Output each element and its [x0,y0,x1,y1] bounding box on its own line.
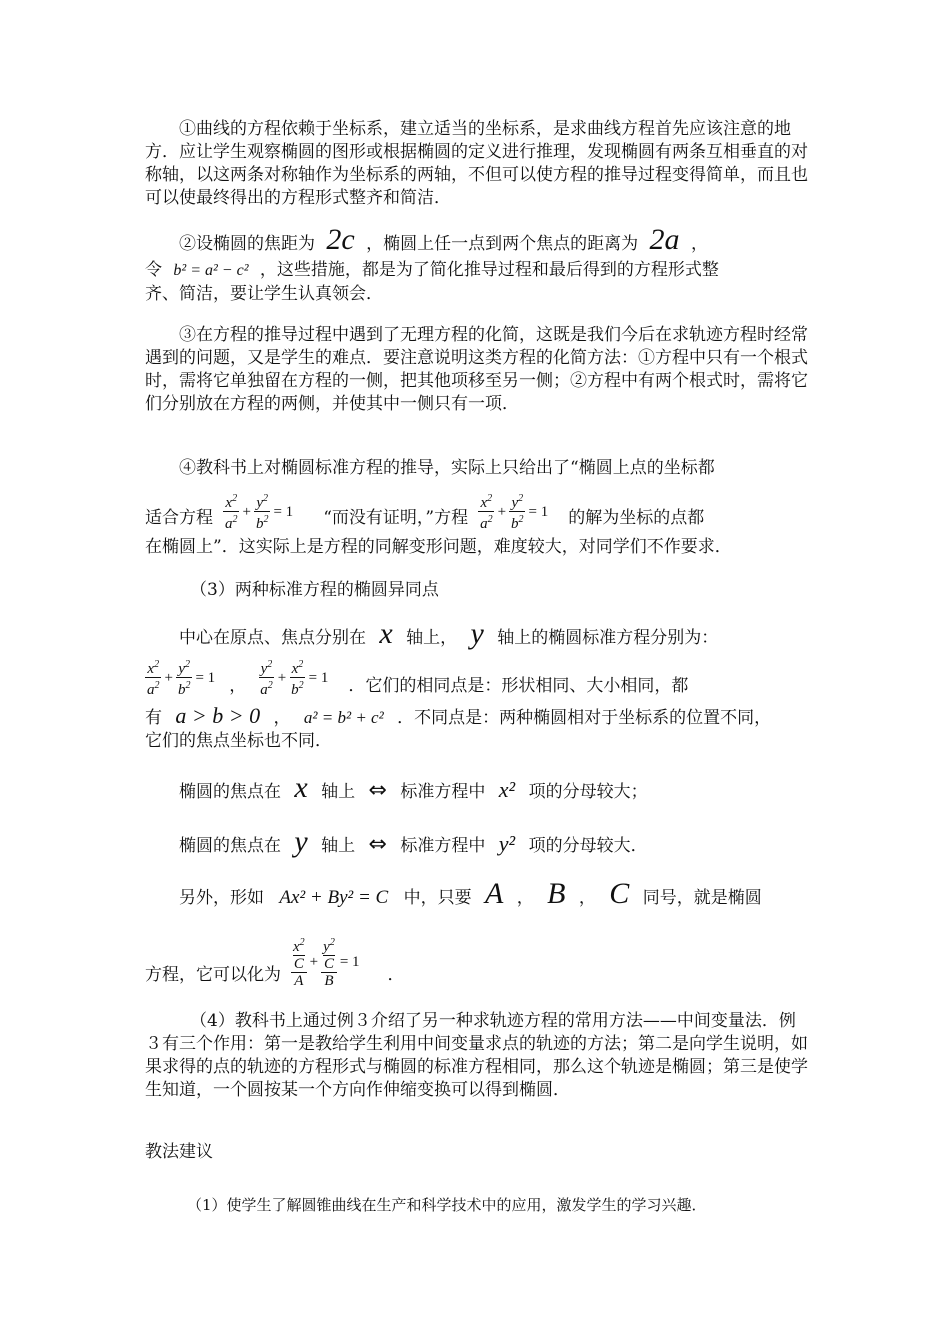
text: 轴上 [321,782,356,802]
text: ， [578,888,596,908]
general-equation: Ax² + By² = C [279,887,389,908]
text: 令 [145,260,162,280]
var-y: y [470,617,484,650]
text: 椭圆的焦点在 [179,782,281,802]
fraction: $\frac{x^2}{a^2}$ [147,659,160,698]
fraction: $\frac{x^2}{a^2}$ [480,493,493,532]
ellipse-equation-x: $\frac{x^2}{a^2}$ + $\frac{y^2}{b^2}$ = 1 [147,659,216,698]
text: “而没有证明，”方程 [323,508,469,528]
normalized-equation: $x^2$ C A + $y^2$ C B = 1 [293,937,360,989]
var-x: x [379,617,393,650]
condition-2: a² = b² + c² [303,708,384,727]
text: ， [229,676,247,696]
text: 轴上的椭圆标准方程分别为： [497,628,719,648]
coef-A: A [485,877,504,910]
text: 项的分母较大； [528,782,648,802]
paragraph-7: （4）教科书上通过例３介绍了另一种求轨迹方程的常用方法——中间变量法．例３有三个作用：第一是教给学生利用中间变量求点的轨迹的方法；第二是向学生说明，如果求得的点的轨迹的方程形式与椭圆的标准方程相同，那么这个轨迹是椭圆；第三是使学生知道，一个圆按某一个方向作伸缩变换可以得到椭圆． [145,1011,808,1100]
fraction: $\frac{x^2}{b^2}$ [291,659,304,698]
text: 标准方程中 [400,782,486,802]
text: 中，只要 [403,888,472,908]
text: ．不同点是：两种椭圆相对于坐标系的位置不同， [397,708,772,728]
fraction: $\frac{x^2}{a^2}$ [225,493,238,532]
paragraph-5-line-4: 它们的焦点坐标也不同． [145,731,332,751]
focus-y-rule [179,825,648,858]
compound-fraction: $y^2$ C B [323,937,335,989]
paragraph-2-line-3: 齐、简洁，要让学生认真领会． [145,284,383,304]
section-heading-3: （3）两种标准方程的椭圆异同点 [190,580,439,600]
text: ．它们的相同点是：形状相同、大小相同，都 [348,676,689,696]
text: 项的分母较大． [528,836,648,856]
var-y: y [294,825,308,858]
text: 的解为坐标的点都 [568,508,705,528]
fraction: $\frac{y^2}{b^2}$ [177,659,191,698]
text: ②设椭圆的焦距为 [179,234,315,254]
paragraph-4-line-3: 在椭圆上”．这实际上是方程的同解变形问题，难度较大，对同学们不作要求． [145,537,732,557]
term-x2: x² [498,777,516,802]
fraction: $\frac{y^2}{a^2}$ [260,659,273,698]
iff-arrow-icon: ⇔ [368,832,387,857]
ellipse-equation: $\frac{x^2}{a^2}$ + $\frac{y^2}{b^2}$ = 1 [480,493,549,532]
text: ， [516,888,534,908]
paragraph-3: ③在方程的推导过程中遇到了无理方程的化简，这既是我们今后在求轨迹方程时经常遇到的问题，又是学生的难点．要注意说明这类方程的化简方法：①方程中只有一个根式时，需将它单独留在方程的一侧，把其他项移至另一侧；②方程中有两个根式时，需将它们分别放在方程的两侧，并使其中一侧只有一项． [145,325,808,414]
text: 标准方程中 [400,836,486,856]
compound-fraction: $x^2$ C A [293,937,305,989]
focus-x-rule [179,771,648,804]
text: 轴上， [406,628,458,648]
fraction: $\frac{y^2}{b^2}$ [255,493,269,532]
text: 方程，它可以化为 [145,965,281,985]
text: ， [273,708,291,728]
formula-2a: 2a [649,223,680,256]
section-heading-teaching: 教法建议 [145,1142,213,1162]
paragraph-5-line-3 [145,704,771,730]
text: 同号，就是椭圆 [642,888,762,908]
paragraph-5-line-1 [179,617,719,650]
paragraph-5-line-2 [145,648,688,698]
paragraph-4-line-2 [145,482,704,532]
text: ，椭圆上任一点到两个焦点的距离为 [366,234,639,254]
text: 轴上 [321,836,356,856]
text: 中心在原点、焦点分别在 [179,628,366,648]
ellipse-equation-y: $\frac{y^2}{a^2}$ + $\frac{x^2}{b^2}$ = 1 [260,659,329,698]
paragraph-6-line-2 [145,905,405,989]
formula-b2: b² = a² − c² [173,262,249,279]
paragraph-1: ①曲线的方程依赖于坐标系，建立适当的坐标系，是求曲线方程首先应该注意的地方．应让学生观察椭圆的图形或根据椭圆的定义进行推理，发现椭圆有两条互相垂直的对称轴，以这两条对称轴作为坐标系的两轴，不但可以使方程的推导过程变得简单，而且也可以使最终得出的方程形式整齐和简洁． [145,119,808,208]
text: 适合方程 [145,508,213,528]
condition-1: a > b > 0 [175,703,261,728]
paragraph-2-line-2 [145,258,719,283]
text: ，这些措施，都是为了简化推导过程和最后得到的方程形式整 [259,260,719,280]
fraction: $\frac{y^2}{b^2}$ [511,493,524,532]
term-y2: y² [498,831,516,856]
text: 另外，形如 [179,888,264,908]
text: ． [387,965,405,985]
coef-C: C [609,877,630,910]
paragraph-4-line-1: ④教科书上对椭圆标准方程的推导，实际上只给出了“椭圆上点的坐标都 [179,458,715,478]
iff-arrow-icon: ⇔ [368,778,387,803]
formula-2c: 2c [326,223,355,256]
paragraph-8: （1）使学生了解圆锥曲线在生产和科学技术中的应用，激发学生的学习兴趣． [187,1196,707,1214]
text: 有 [145,708,162,728]
text: ， [690,234,708,254]
ellipse-equation: $\frac{x^2}{a^2}$ + $\frac{y^2}{b^2}$ = 1 [225,493,294,532]
paragraph-2-line-1 [179,223,708,256]
text: 椭圆的焦点在 [179,836,281,856]
var-x: x [294,771,308,804]
coef-B: B [547,877,566,910]
